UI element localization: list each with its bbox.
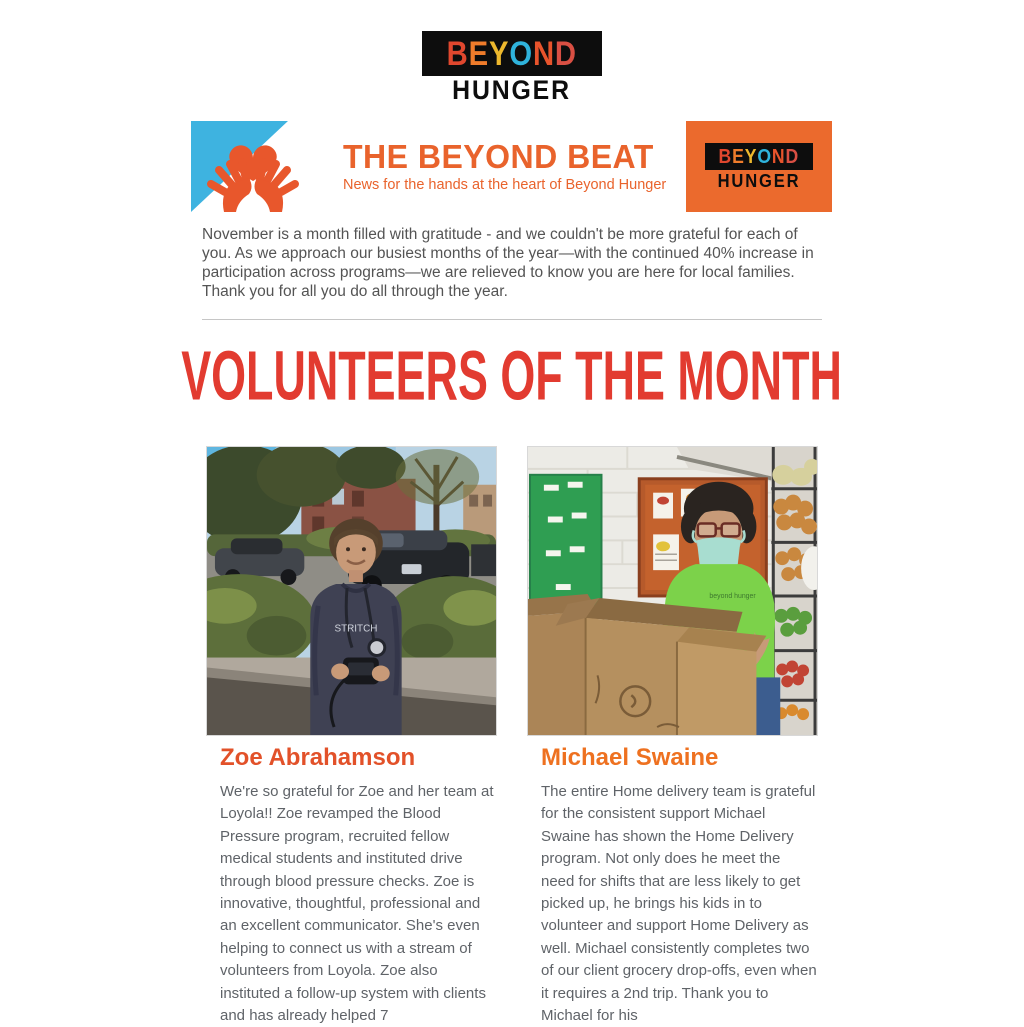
- hands-heart-icon: [191, 121, 315, 212]
- banner-title: THE BEYOND BEAT: [343, 137, 654, 175]
- volunteers-columns: [206, 446, 818, 1027]
- volunteer-name-michael: Michael Swaine: [541, 744, 719, 771]
- michael-photo: [527, 446, 818, 736]
- logo-beyond-text: BEYOND: [446, 35, 578, 73]
- newsletter-logo: [0, 0, 1024, 104]
- badge-hunger-text: HUNGER: [717, 171, 801, 191]
- svg-text:STRITCH: STRITCH: [334, 623, 378, 635]
- volunteer-card-michael: [527, 446, 818, 1027]
- intro-paragraph: November is a month filled with gratitude - and we couldn't be more grateful for each of you. As we approach our busiest months of the year—with the continued 40% increase in participation across programs—we are relieved to know you are here for local families. Thank you for all you do all through the year.: [202, 226, 814, 300]
- svg-text:beyond hunger: beyond hunger: [709, 592, 756, 600]
- badge-beyond-box: [705, 143, 813, 170]
- volunteer-bio-michael: The entire Home delivery team is grateful for the consistent support Michael Swaine has shown the Home Delivery program. Not only does he meet the need for shifts that are less likely to get picked up, he brings his kids in to volunteer and support Home Delivery as well. Michael consistently completes two of our client grocery drop-offs, even when it requires a 2nd trip. Thank you to Michael for his: [541, 783, 817, 1025]
- zoe-photo: [206, 446, 497, 736]
- volunteer-name-zoe: Zoe Abrahamson: [220, 744, 416, 771]
- section-divider: [202, 319, 822, 320]
- brand-badge: [686, 121, 832, 212]
- volunteer-card-zoe: [206, 446, 497, 1027]
- badge-beyond-text: BEYOND: [718, 146, 800, 168]
- banner-subtitle: News for the hands at the heart of Beyond Hunger: [343, 177, 667, 194]
- section-heading: VOLUNTEERS OF THE MONTH: [181, 337, 843, 415]
- masthead-banner: [191, 121, 832, 212]
- volunteer-bio-zoe: We're so grateful for Zoe and her team at Loyola!! Zoe revamped the Blood Pressure program, recruited fellow medical students and instituted drive through blood pressure checks. Zoe is innovative, thoughtful, professional and an excellent communicator. She's even helping to connect us with a stream of volunteers from Loyola. Zoe also instituted a follow-up system with clients and has already helped 7: [220, 783, 494, 1025]
- logo-beyond-box: [422, 31, 602, 76]
- logo-hunger-text: HUNGER: [452, 75, 572, 105]
